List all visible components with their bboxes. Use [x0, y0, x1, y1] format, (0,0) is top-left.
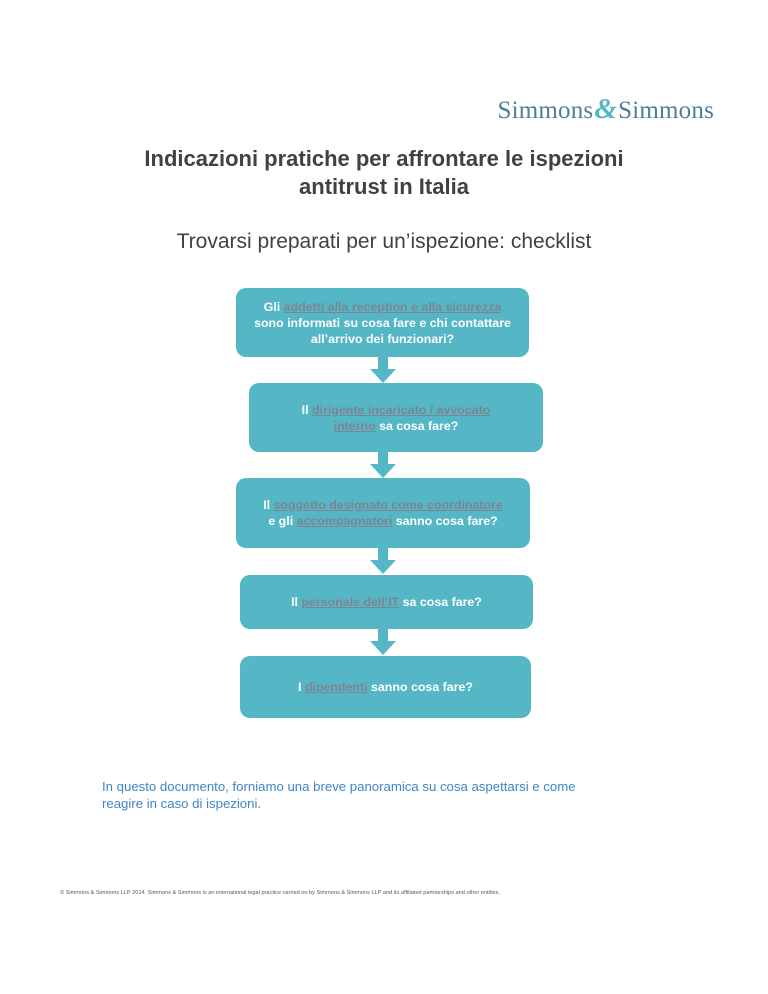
- page-title: [0, 145, 768, 201]
- flow-step-text: Il: [291, 595, 302, 609]
- page-title-line-2: antitrust in Italia: [299, 174, 469, 199]
- flow-step-reception: [236, 288, 529, 357]
- copyright-footer: © Simmons & Simmons LLP 2014. Simmons & Simmons is an international legal practice carried on by Simmons & Simmons LLP and its affiliated partnerships and other entities.: [60, 890, 501, 896]
- down-arrow-icon: [370, 357, 396, 383]
- flow-step-text: sanno cosa fare?: [367, 680, 473, 694]
- logo-text-right: Simmons: [618, 97, 714, 124]
- flow-step-text: sanno cosa fare?: [392, 514, 498, 528]
- flow-step-text: sono informati su cosa fare e chi contattare all’arrivo dei funzionari?: [254, 315, 511, 346]
- flow-step-text: Gli: [263, 299, 284, 314]
- page-title-line-1: Indicazioni pratiche per affrontare le ispezioni: [144, 146, 624, 171]
- flow-step-text: I: [298, 680, 305, 694]
- flow-step-link[interactable]: accompagnatori: [296, 514, 393, 528]
- flow-step-link[interactable]: soggetto designato come coordinatore: [273, 498, 503, 512]
- intro-paragraph: In questo documento, forniamo una breve panoramica su cosa aspettarsi e come reagire in caso di ispezioni.: [102, 779, 576, 811]
- flow-step-link[interactable]: addetti alla reception e alla sicurezza: [283, 299, 502, 314]
- flow-step-text: sa cosa fare?: [399, 595, 482, 609]
- flow-step-link[interactable]: personale dell’IT: [301, 595, 400, 609]
- logo-text-left: Simmons: [497, 97, 594, 124]
- flow-step-link[interactable]: dirigente incaricato / avvocato interno: [311, 402, 491, 433]
- logo-ampersand: &: [594, 93, 618, 125]
- flow-step-employees: [240, 656, 531, 718]
- flow-step-coordinator: [236, 478, 530, 548]
- flow-step-link[interactable]: dipendenti: [304, 680, 368, 694]
- flow-step-text: Il: [301, 402, 312, 417]
- down-arrow-icon: [370, 548, 396, 574]
- down-arrow-icon: [370, 629, 396, 655]
- company-logo: [497, 93, 714, 126]
- flow-step-text: Il: [263, 498, 274, 512]
- down-arrow-icon: [370, 452, 396, 478]
- flow-step-manager: [249, 383, 543, 452]
- page-subtitle: Trovarsi preparati per un’ispezione: checklist: [176, 230, 592, 253]
- flow-step-it-staff: [240, 575, 533, 629]
- flow-step-text: sa cosa fare?: [375, 418, 459, 433]
- flow-step-text: e gli: [268, 514, 297, 528]
